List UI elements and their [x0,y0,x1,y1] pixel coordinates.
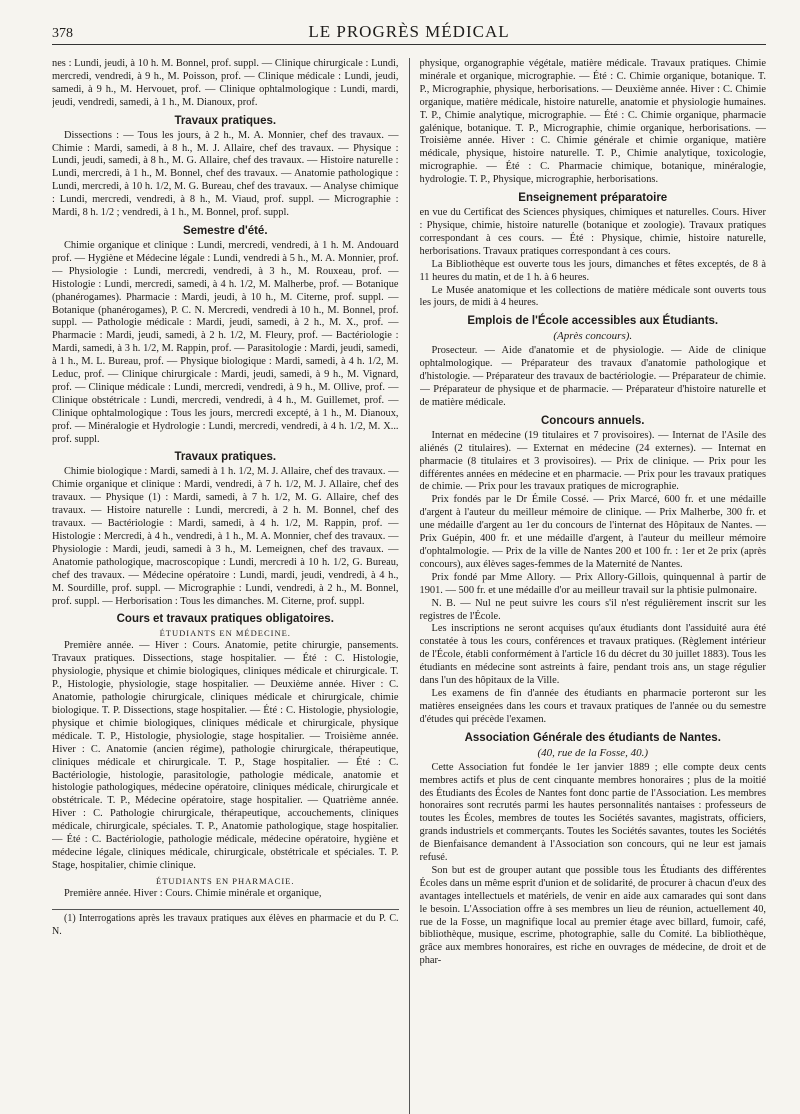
paragraph: Prix fondés par le Dr Émile Cossé. — Prix Marcé, 600 fr. et une médaille d'argent à l'auteur du meilleur mémoire de clinique. — Prix Malherbe, 300 fr. et une médaille d'argent au 1er du concours de l'internat des Hôpitaux de Nantes. — Prix Guépin, 400 fr. et une médaille d'argent, à l'auteur du meilleur mémoire d'ophtalmologie. — Prix de la ville de Nantes 200 et 100 fr. : 1er et 2e prix (après concours), aux élèves sages-femmes de la Maternité de Nantes. [419,494,767,570]
section-heading: Travaux pratiques. [174,114,277,127]
right-column [420,58,767,1114]
column-rule [409,58,410,1114]
paragraph: N. B. — Nul ne peut suivre les cours s'il n'est régulièrement inscrit sur les registres de l'École. [419,597,767,622]
paragraph: La Bibliothèque est ouverte tous les jours, dimanches et fêtes exceptés, de 8 à 11 heures du matin, et de 1 h. à 6 heures. [419,258,767,283]
page-number: 378 [52,26,73,41]
paragraph: en vue du Certificat des Sciences physiques, chimiques et naturelles. Cours. Hiver : Physique, chimie, histoire naturelle (botanique et zoologie). Travaux pratiques correspondant à ces cours. — Été : Physique, chimie, histoire naturelle, herborisations. Travaux pratiques correspondant à ces cours. [419,207,767,257]
section-heading: Travaux pratiques. [174,451,277,464]
left-column [52,58,399,1114]
section-heading: Emplois de l'École accessibles aux Étudiants. [467,315,719,328]
paragraph: Les examens de fin d'année des étudiants en pharmacie porteront sur les matières enseignées dans les cours et travaux pratiques de l'année ou du semestre d'études qui précède l'examen. [419,687,767,725]
paragraph: Le Musée anatomique et les collections de matière médicale sont ouverts tous les jours, de midi à 4 heures. [419,284,767,309]
section-heading: Cours et travaux pratiques obligatoires. [116,613,334,626]
paragraph: Première année. — Hiver : Cours. Anatomie, petite chirurgie, pansements. Travaux pratiques. Dissections, stage hospitalier. — Été : C. Histologie, physiologie, physique et chimie biologiques, cliniques médicale et chirurgicale. T. P., Histologie, physiologie, stage hospitalier. — Deuxième année. Hiver : C. Anatomie, pathologie chirurgicale, cliniques médicale et chirurgicale, chimie biologique. T. P. Dissections, stage hospitalier. — Été : C. Histologie, physiologie, physique et chimie biologiques, cliniques médicale et chirurgicale, physique médicale. T. P., Histologie, physiologie, stage hospitalier. — Troisième année. Hiver : C. Anatomie (ancien régime), pathologie chirurgicale, thérapeutique, cliniques médicale et chirurgicale. T. P., Stage hospitalier. — Été : C. Bactériologie, histologie, parasitologie, pathologie médicale, anatomie et histologie pathologiques, médecine opératoire, cliniques médicale, chirurgicale et obstétricale. T. P., Médecine opératoire, stage hospitalier. — Quatrième année. Hiver : C. Pathologie chirurgicale, thérapeutique, accouchements, cliniques médicale, chirurgicale, spéciales. T. P., Anatomie pathologique, stage hospitalier. — Été : C. Bactériologie, pathologie médicale, médecine opératoire, hygiène et médecine légale, cliniques médicale, chirurgicale, obstétricale et spéciales. T. P. Stage, hospitalier, chimie clinique. [52,640,399,871]
subheading: ÉTUDIANTS EN PHARMACIE. [156,875,295,886]
subheading: (40, rue de la Fosse, 40.) [537,746,649,759]
paragraph: Première année. Hiver : Cours. Chimie minérale et organique, [64,887,322,899]
subheading: ÉTUDIANTS EN MÉDECINE. [159,628,291,639]
two-column-body [52,58,766,1114]
footnote: (1) Interrogations après les travaux pratiques aux élèves en pharmacie et du P. C. N. [52,912,399,937]
footnote-rule [52,909,399,910]
paragraph: Internat en médecine (19 titulaires et 7 provisoires). — Internat de l'Asile des aliénés (2 titulaires). — Externat en médecine (24 externes). — Internat en pharmacie (8 titulaires et 3 provisoires). — Prix de clinique. — Prix pour les différentes années en médecine et en pharmacie. — Prix pour les travaux pratiques de chimie. — Prix pour les travaux pratiques de micrographie. [419,429,767,493]
paragraph: Prosecteur. — Aide d'anatomie et de physiologie. — Aide de clinique ophtalmologique. — Préparateur des travaux d'anatomie pathologique et d'histologie. — Préparateur des travaux de bactériologie. — Préparateur de chimie. — Préparateur de physique et de pharmacie. — Préparateur d'histoire naturelle et de matière médicale. [419,345,767,408]
section-heading: Enseignement préparatoire [518,192,668,205]
paragraph: physique, organographie végétale, matière médicale. Travaux pratiques. Chimie minérale et organique, micrographie. — Été : C. Chimie organique, botanique. T. P., Micrographie, physique, herborisations. — Deuxième année. Hiver : C. Chimie organique, matière médicale, histoire naturelle, anatomie et physiologie humaines. T. P., Chimie analytique, micrographie. — Été : C. Chimie organique, pharmacie galénique, botanique. T. P., Micrographie, chimie organique, herborisations. — Troisième année. Hiver : C. Chimie générale et chimie organique, matière médicale, physique, histoire naturelle. T. P., Chimie analytique, toxicologie, micrographie. — Été : C. Pharmacie chimique, botanique, minéralogie, hydrologie. T. P., Physique, micrographie, herborisations. [419,58,767,186]
page-header [52,22,766,45]
running-title: LE PROGRÈS MÉDICAL [308,22,510,41]
section-heading: Semestre d'été. [182,224,268,237]
paragraph: Son but est de grouper autant que possible tous les Étudiants des différentes Écoles dans un même esprit d'union et de solidarité, de procurer à chacun d'eux des avantages intellectuels et matériels, de venir en aide aux camarades qui sont dans le besoin. L'Association offre à ses membres un lieu de réunion, actuellement 40, rue de la Fosse, un magnifique local au premier étage avec billard, fumoir, café, bibliothèque, musique, escrime, photographie, salle du Comité. La bibliothèque, grâce aux membres honoraires, est riche en ouvrages de médecine, de droit et de phar- [419,864,767,967]
subheading: (Après concours). [553,330,633,343]
paragraph: Les inscriptions ne seront acquises qu'aux étudiants dont l'assiduité aura été constatée à tous les cours, conférences et travaux pratiques. (Règlement intérieur de l'École, établi conformément à l'article 16 du décret du 30 juillet 1883). Tous les étudiants en médecine sont astreints à faire, pendant trois ans, un stage régulier dans l'un des hôpitaux de la Ville. [419,623,767,687]
paragraph: Chimie organique et clinique : Lundi, mercredi, vendredi, à 1 h. M. Andouard prof. — Hygiène et Médecine légale : Lundi, vendredi à 5 h., M. A. Monnier, prof. — Physiologie : Lundi, mercredi, vendredi, à 3 h., M. Rouxeau, prof. — Histologie : Lundi, mercredi, samedi, à 4 h. 1/2, M. Malherbe, prof. — Botanique (phanérogames). Pharmacie : Mardi, jeudi, à 10 h., M. Citerne, prof. suppl. — Botanique (phanérogames), P. C. N. Mercredi, vendredi à 10 h., M. Bonnel, prof. suppl. — Pathologie médicale : Mardi, jeudi, samedi, à 2 h., M. X., prof. — Pharmacie : Mardi, jeudi, samedi, à 2 h. 1/2, M. Fleury, prof. — Bactériologie : Mardi, samedi, à 3 h. 1/2, M. Rappin, prof. — Parasitologie : Mardi, jeudi, samedi, à 1 h., M. L. Bureau, prof. — Physique biologique : Mardi, samedi, à 4 h. 1/2, M. Leduc, prof. — Clinique chirurgicale : Mardi, jeudi, samedi, à 9 h., M. Vignard, prof. — Clinique médicale : Lundi, mercredi, vendredi, à 9 h., M. Ollive, prof. — Clinique obstétricale : Lundi, mercredi, vendredi, à 4 h., M. Guillemet, prof. — Clinique ophtalmologique : Tous les jours, mercredi excepté, à 1 h., M. Dianoux, prof. — Minéralogie et Hydrologie : Lundi, mercredi, vendredi, à 4 h. 1/2, M. X... prof. suppl. [52,239,399,445]
paragraph: nes : Lundi, jeudi, à 10 h. M. Bonnel, prof. suppl. — Clinique chirurgicale : Lundi, mercredi, vendredi, à 9 h., M. Poisson, prof. — Clinique médicale : Lundi, jeudi, samedi, à 9 h., M. Hervouet, prof. — Clinique ophtalmologique : Lundi, mardi, jeudi, vendredi, samedi, à 1 h., M. Dianoux, prof. [52,58,399,108]
paragraph: Chimie biologique : Mardi, samedi à 1 h. 1/2, M. J. Allaire, chef des travaux. — Chimie organique et clinique : Mardi, vendredi, à 7 h. 1/2, M. J. Allaire, chef des travaux. — Physique (1) : Mardi, samedi, à 7 h. 1/2, M. G. Allaire, chef des travaux. — Histoire naturelle : Lundi, mercredi, à 2 h. M. Bonnel, chef des travaux. — Bactériologie : Mardi, samedi, à 4 h. 1/2, M. Rappin, prof. — Histologie : Mercredi, à 4 h., vendredi, à 1 h., M. A. Monnier, chef des travaux. — Physiologie : Mardi, jeudi, samedi à 3 h., M. Lemeignen, chef des travaux. — Anatomie pathologique, macroscopique : Lundi, mercredi à 10 h. 1/2, G. Bureau, chef des travaux. — Médecine opératoire : Lundi, mardi, jeudi, vendredi, à 4 h., M. Sourdille, prof. suppl. — Micrographie : Lundi, vendredi, à 2 h., M. Bonnel, prof. suppl. — Herborisation : Tous les dimanches. M. Citerne, prof. suppl. [52,466,399,607]
section-heading: Association Générale des étudiants de Nantes. [464,731,721,744]
paragraph: Dissections : — Tous les jours, à 2 h., M. A. Monnier, chef des travaux. — Chimie : Mardi, samedi, à 8 h., M. J. Allaire, chef des travaux. — Physique : Lundi, jeudi, samedi, à 8 h., M. G. Allaire, chef des travaux. — Histoire naturelle : Lundi, mercredi, à 1 h., M. Bonnel, chef des travaux. — Anatomie pathologique : Lundi, mercredi, à 10 h. 1/2, M. G. Bureau, chef des travaux. — Analyse chimique : Lundi, mercredi, vendredi, à 8 h., M. Viaud, prof. suppl. — Micrographie : Mardi, 8 h. 1/2 ; vendredi, à 1 h., M. Bonnel, prof. suppl. [52,129,399,219]
paragraph: Prix fondé par Mme Allory. — Prix Allory-Gillois, quinquennal à partir de 1901. — 500 fr. et une médaille d'or au meilleur travail sur la phtisie pulmonaire. [419,571,767,596]
section-heading: Concours annuels. [540,414,645,427]
paragraph: Cette Association fut fondée le 1er janvier 1889 ; elle compte deux cents membres actifs et plus de cent cinquante membres honoraires ; plus de la moitié des Étudiants des Écoles de Nantes font donc partie de l'Association. Les membres honoraires sont recrutés parmi les hautes personnalités nantaises : professeurs de toutes les Écoles, membres de toutes les Sociétés savantes, magistrats, officiers, grands industriels et commerçants. Toutes les Sociétés savantes, toutes les Sociétés de Bienfaisance demandent à l'Association son concours, qui ne leur est jamais refusé. [419,761,767,864]
